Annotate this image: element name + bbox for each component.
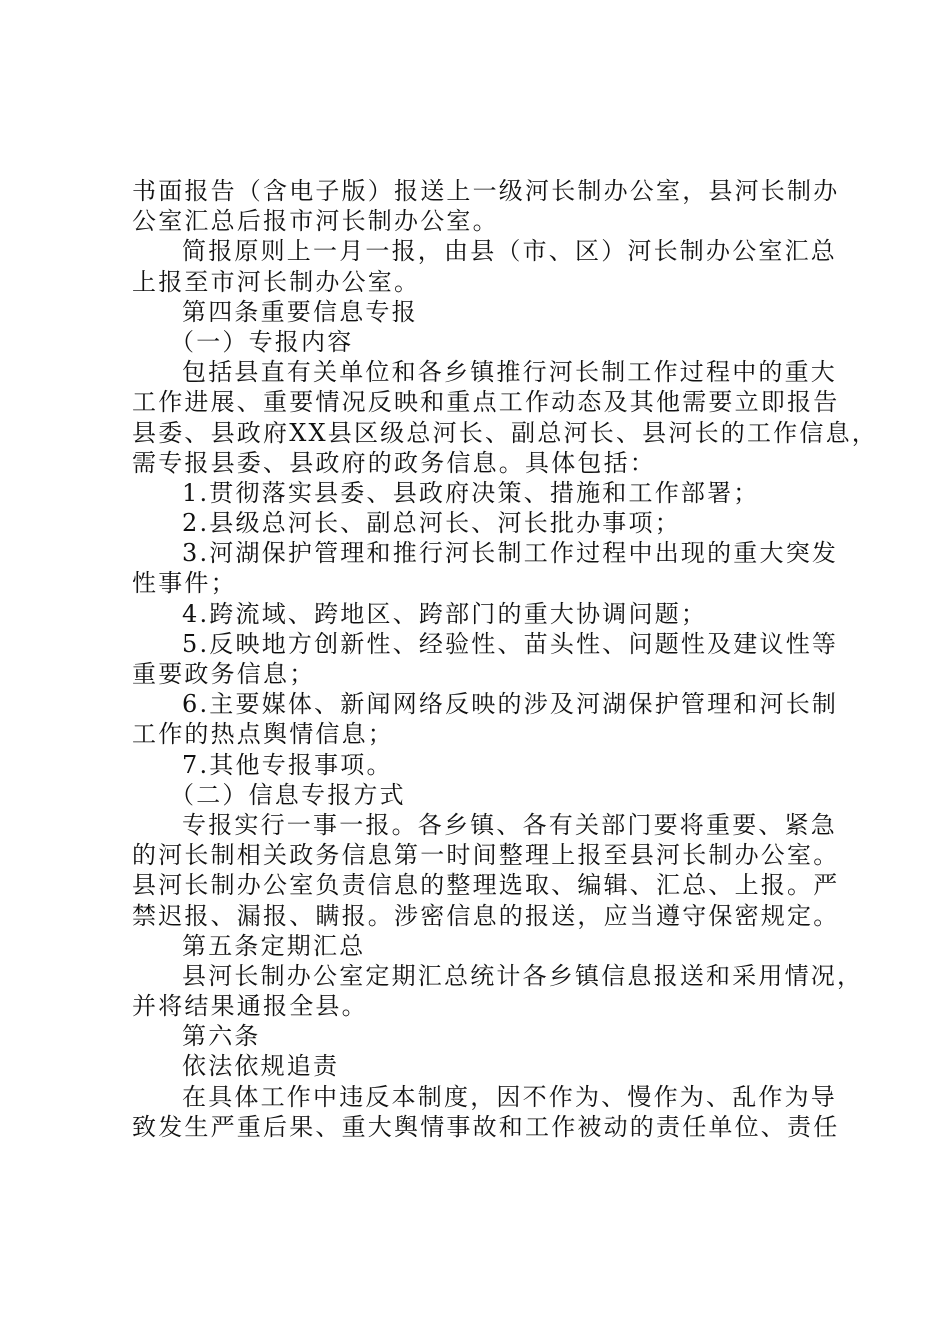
text-line: 性事件； [132, 569, 237, 598]
text-line: 工作进展、重要情况反映和重点工作动态及其他需要立即报告 [132, 388, 840, 417]
text-line: 工作的热点舆情信息； [132, 720, 394, 749]
list-item: 5.反映地方创新性、经验性、苗头性、问题性及建议性等 [182, 629, 839, 658]
section-heading: 第四条重要信息专报 [182, 297, 418, 326]
text-line: 包括县直有关单位和各乡镇推行河长制工作过程中的重大 [182, 358, 837, 387]
section-heading: 依法依规追责 [182, 1052, 340, 1081]
subsection-heading: （一）专报内容 [170, 327, 354, 356]
list-item: 6.主要媒体、新闻网络反映的涉及河湖保护管理和河长制 [182, 690, 839, 719]
list-item: 1.贯彻落实县委、县政府决策、措施和工作部署； [182, 478, 760, 507]
text-line: 禁迟报、漏报、瞒报。涉密信息的报送，应当遵守保密规定。 [132, 901, 840, 930]
text-line: 在具体工作中违反本制度，因不作为、慢作为、乱作为导 [182, 1082, 837, 1111]
text-line: 简报原则上一月一报，由县（市、区）河长制办公室汇总 [182, 237, 837, 266]
text-line: 致发生严重后果、重大舆情事故和工作被动的责任单位、责任 [132, 1112, 840, 1141]
subsection-heading: （二）信息专报方式 [170, 780, 406, 809]
text-line: 专报实行一事一报。各乡镇、各有关部门要将重要、紧急 [182, 810, 837, 839]
document-body [132, 176, 878, 1142]
text-line: 需专报县委、县政府的政务信息。具体包括： [132, 448, 656, 477]
text-line: 县河长制办公室定期汇总统计各乡镇信息报送和采用情况， [182, 961, 864, 990]
section-heading: 第五条定期汇总 [182, 931, 366, 960]
section-heading: 第六条 [182, 1022, 261, 1051]
text-line: 公室汇总后报市河长制办公室。 [132, 207, 499, 236]
text-line: 县河长制办公室负责信息的整理选取、编辑、汇总、上报。严 [132, 871, 840, 900]
list-item: 7.其他专报事项。 [182, 750, 393, 779]
list-item: 4.跨流域、跨地区、跨部门的重大协调问题； [182, 599, 708, 628]
text-line: 的河长制相关政务信息第一时间整理上报至县河长制办公室。 [132, 841, 840, 870]
text-line: 书面报告（含电子版）报送上一级河长制办公室，县河长制办 [132, 177, 840, 205]
list-item: 2.县级总河长、副总河长、河长批办事项； [182, 509, 681, 538]
text-line: 县委、县政府XX县区级总河长、副总河长、县河长的工作信息， [132, 418, 878, 447]
text-line: 并将结果通报全县。 [132, 992, 368, 1021]
text-line: 上报至市河长制办公室。 [132, 267, 421, 296]
list-item: 3.河湖保护管理和推行河长制工作过程中出现的重大突发 [182, 539, 839, 568]
text-line: 重要政务信息； [132, 660, 316, 688]
